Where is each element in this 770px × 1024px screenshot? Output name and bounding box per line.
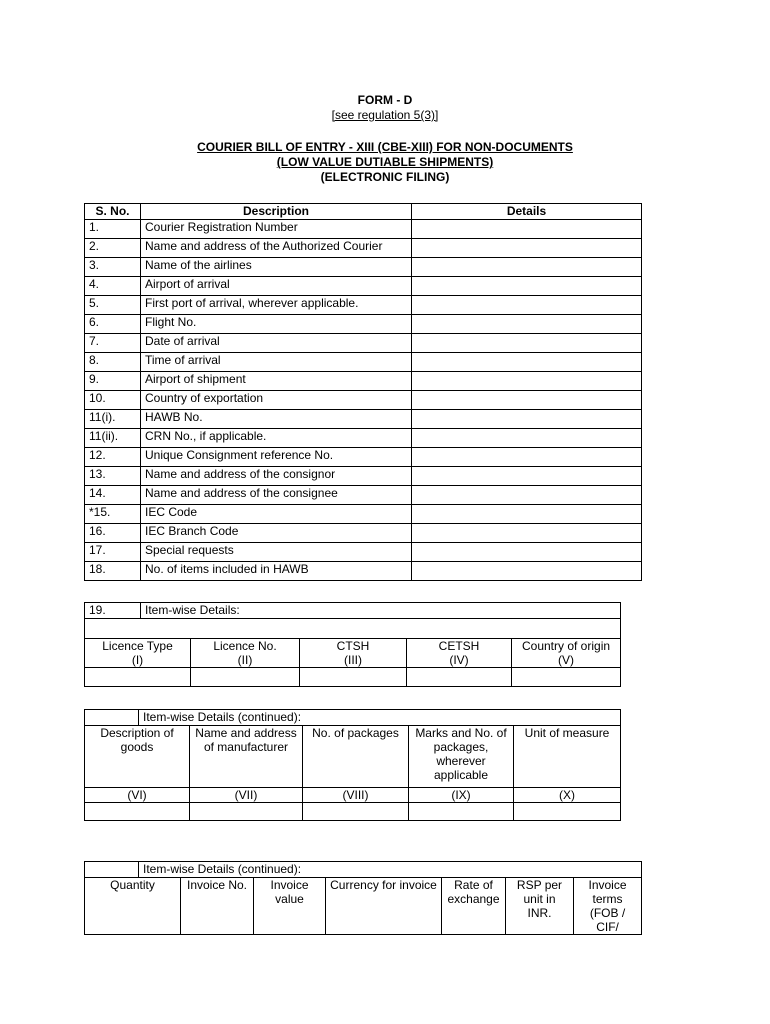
- row-details-field[interactable]: [412, 486, 642, 505]
- row-details-field[interactable]: [412, 467, 642, 486]
- quantity-label: Quantity: [85, 878, 181, 935]
- marks-value[interactable]: [409, 803, 514, 821]
- form-heading-line-3: (ELECTRONIC FILING): [320, 170, 450, 184]
- row-details-field[interactable]: [412, 524, 642, 543]
- row-sno: 17.: [85, 543, 141, 562]
- courier-details-table: [84, 203, 642, 581]
- row-details-field[interactable]: [412, 505, 642, 524]
- invoice-terms-label: Invoice terms (FOB / CIF/: [574, 878, 642, 935]
- row-details-field[interactable]: [412, 258, 642, 277]
- description-header: Description: [141, 204, 412, 220]
- row-details-field[interactable]: [412, 448, 642, 467]
- country-of-origin-value[interactable]: [512, 668, 621, 687]
- manufacturer-label: Name and address of manufacturer: [190, 726, 303, 788]
- row-sno: 11(i).: [85, 410, 141, 429]
- table-row: [85, 562, 642, 581]
- row-sno: 11(ii).: [85, 429, 141, 448]
- row-details-field[interactable]: [412, 334, 642, 353]
- column-label-row: [85, 639, 621, 668]
- item-details-table-1: [84, 602, 621, 687]
- row-sno: 5.: [85, 296, 141, 315]
- row-description: Unique Consignment reference No.: [141, 448, 412, 467]
- row-description: Courier Registration Number: [141, 220, 412, 239]
- table-row: [85, 862, 642, 878]
- table-row: [85, 668, 621, 687]
- description-of-goods-label: Description of goods: [85, 726, 190, 788]
- item-section-title: Item-wise Details:: [141, 603, 621, 619]
- rsp-label: RSP per unit in INR.: [506, 878, 574, 935]
- details-header: Details: [412, 204, 642, 220]
- row-sno: 10.: [85, 391, 141, 410]
- row-description: HAWB No.: [141, 410, 412, 429]
- column-number: (I): [131, 653, 144, 667]
- licence-type-value[interactable]: [85, 668, 191, 687]
- table-row: [85, 603, 621, 619]
- column-number: (IX): [409, 788, 514, 803]
- table-row: [85, 334, 642, 353]
- blank-cell[interactable]: [85, 619, 621, 639]
- row-description: Airport of arrival: [141, 277, 412, 296]
- column-number: (VI): [85, 788, 190, 803]
- table-row: [85, 505, 642, 524]
- cetsh-value[interactable]: [407, 668, 512, 687]
- column-number: (V): [558, 653, 574, 667]
- cetsh-label: CETSH (IV): [407, 639, 512, 668]
- table-row: [85, 486, 642, 505]
- form-heading-line-2: (LOW VALUE DUTIABLE SHIPMENTS): [276, 155, 494, 169]
- form-heading-line-1: COURIER BILL OF ENTRY - XIII (CBE-XIII) FOR NON-DOCUMENTS: [197, 140, 573, 154]
- table-row: [85, 258, 642, 277]
- table-row: [85, 277, 642, 296]
- table-row: [85, 448, 642, 467]
- row-sno: 12.: [85, 448, 141, 467]
- licence-no-label: Licence No. (II): [191, 639, 300, 668]
- row-details-field[interactable]: [412, 429, 642, 448]
- no-of-packages-value[interactable]: [303, 803, 409, 821]
- row-description: Time of arrival: [141, 353, 412, 372]
- row-sno: *15.: [85, 505, 141, 524]
- row-sno: 1.: [85, 220, 141, 239]
- column-number: (III): [344, 653, 362, 667]
- row-details-field[interactable]: [412, 315, 642, 334]
- unit-of-measure-label: Unit of measure: [514, 726, 621, 788]
- table-row: [85, 803, 621, 821]
- ctsh-value[interactable]: [300, 668, 407, 687]
- row-description: Name and address of the consignee: [141, 486, 412, 505]
- row-sno: 16.: [85, 524, 141, 543]
- invoice-value-label: Invoice value: [254, 878, 326, 935]
- invoice-no-label: Invoice No.: [181, 878, 254, 935]
- blank-cell: [85, 710, 139, 726]
- row-details-field[interactable]: [412, 391, 642, 410]
- marks-label: Marks and No. of packages, wherever applicable: [409, 726, 514, 788]
- row-description: Flight No.: [141, 315, 412, 334]
- row-sno: 8.: [85, 353, 141, 372]
- item-details-table-2: [84, 709, 621, 821]
- no-of-packages-label: No. of packages: [303, 726, 409, 788]
- table-row: [85, 353, 642, 372]
- column-number: (X): [514, 788, 621, 803]
- row-sno: 13.: [85, 467, 141, 486]
- row-description: Special requests: [141, 543, 412, 562]
- column-number: (II): [237, 653, 253, 667]
- currency-label: Currency for invoice: [326, 878, 442, 935]
- row-description: Name of the airlines: [141, 258, 412, 277]
- row-details-field[interactable]: [412, 239, 642, 258]
- table-row: [85, 467, 642, 486]
- table-row: [85, 372, 642, 391]
- row-description: Date of arrival: [141, 334, 412, 353]
- table-header-row: [85, 204, 642, 220]
- item-section-title: Item-wise Details (continued):: [139, 862, 642, 878]
- table-row: [85, 429, 642, 448]
- row-details-field[interactable]: [412, 220, 642, 239]
- licence-no-value[interactable]: [191, 668, 300, 687]
- rate-of-exchange-label: Rate of exchange: [442, 878, 506, 935]
- row-sno: 7.: [85, 334, 141, 353]
- ctsh-label: CTSH (III): [300, 639, 407, 668]
- row-details-field[interactable]: [412, 372, 642, 391]
- row-sno: 2.: [85, 239, 141, 258]
- table-row: [85, 524, 642, 543]
- column-number-row: [85, 788, 621, 803]
- row-details-field[interactable]: [412, 296, 642, 315]
- row-details-field[interactable]: [412, 353, 642, 372]
- row-sno: 9.: [85, 372, 141, 391]
- table-row: [85, 543, 642, 562]
- row-description: Name and address of the Authorized Courier: [141, 239, 412, 258]
- unit-of-measure-value[interactable]: [514, 803, 621, 821]
- row-description: Name and address of the consignor: [141, 467, 412, 486]
- country-of-origin-label: Country of origin (V): [512, 639, 621, 668]
- table-row: [85, 710, 621, 726]
- table-row: [85, 391, 642, 410]
- sno-header: S. No.: [85, 204, 141, 220]
- column-number: (IV): [449, 653, 469, 667]
- column-number: (VIII): [303, 788, 409, 803]
- table-row: [85, 239, 642, 258]
- licence-type-label: Licence Type (I): [85, 639, 191, 668]
- row-sno: 4.: [85, 277, 141, 296]
- row-description: IEC Branch Code: [141, 524, 412, 543]
- manufacturer-value[interactable]: [190, 803, 303, 821]
- row-sno: 6.: [85, 315, 141, 334]
- row-details-field[interactable]: [412, 277, 642, 296]
- form-title: FORM - D: [357, 93, 413, 107]
- column-label-row: [85, 878, 642, 935]
- row-description: Airport of shipment: [141, 372, 412, 391]
- table-row: [85, 296, 642, 315]
- row-description: No. of items included in HAWB: [141, 562, 412, 581]
- row-description: CRN No., if applicable.: [141, 429, 412, 448]
- row-description: First port of arrival, wherever applicable.: [141, 296, 412, 315]
- row-description: Country of exportation: [141, 391, 412, 410]
- table-row: [85, 410, 642, 429]
- row-details-field[interactable]: [412, 562, 642, 581]
- item-section-number: 19.: [85, 603, 141, 619]
- table-row: [85, 619, 621, 639]
- column-label-row: [85, 726, 621, 788]
- row-details-field[interactable]: [412, 410, 642, 429]
- description-of-goods-value[interactable]: [85, 803, 190, 821]
- row-sno: 18.: [85, 562, 141, 581]
- row-details-field[interactable]: [412, 543, 642, 562]
- regulation-reference: [see regulation 5(3)]: [331, 108, 439, 122]
- row-description: IEC Code: [141, 505, 412, 524]
- item-details-table-3: [84, 861, 642, 935]
- table-row: [85, 220, 642, 239]
- row-sno: 14.: [85, 486, 141, 505]
- column-number: (VII): [190, 788, 303, 803]
- table-row: [85, 315, 642, 334]
- row-sno: 3.: [85, 258, 141, 277]
- blank-cell: [85, 862, 139, 878]
- item-section-title: Item-wise Details (continued):: [139, 710, 621, 726]
